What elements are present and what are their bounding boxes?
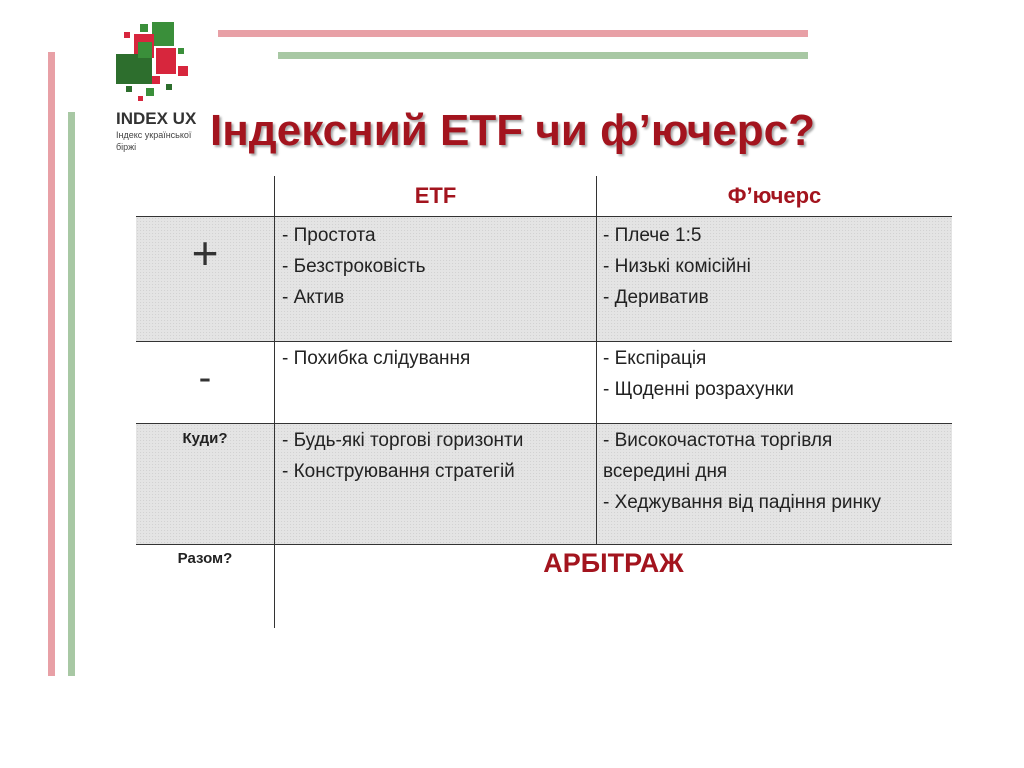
table-divider-horizontal-1 xyxy=(136,216,952,217)
list-item: - Низькі комісійні xyxy=(603,256,751,277)
list-item: - Будь-які торгові горизонти xyxy=(282,430,524,451)
list-item: - Дериватив xyxy=(603,287,709,308)
etf-cons-list xyxy=(282,343,470,374)
etf-pros-list xyxy=(282,220,426,313)
list-item: - Хеджування від падіння ринку xyxy=(603,492,882,513)
page-title: Індексний ETF чи ф’ючерс? xyxy=(210,106,816,155)
row-label-minus: - xyxy=(198,357,212,399)
logo-subtitle-line2: біржі xyxy=(116,142,137,152)
list-item: - Безстроковість xyxy=(282,256,426,277)
index-ux-logo-icon xyxy=(116,22,196,102)
futures-use-list xyxy=(603,425,881,518)
list-item: - Експірація xyxy=(603,348,707,369)
column-header-etf: ETF xyxy=(414,183,457,208)
logo-name: INDEX UX xyxy=(116,109,197,128)
list-item: - Плече 1:5 xyxy=(603,225,702,246)
comparison-table xyxy=(136,176,952,628)
futures-pros-list xyxy=(603,220,751,313)
futures-cons-list xyxy=(603,343,794,405)
table-divider-vertical-2 xyxy=(596,176,597,544)
list-item: - Актив xyxy=(282,287,345,308)
decorative-horizontal-green-stripe xyxy=(278,52,808,59)
decorative-horizontal-red-stripe xyxy=(218,30,808,37)
list-item: - Щоденні розрахунки xyxy=(603,379,794,400)
logo-subtitle-line1: Індекс української xyxy=(116,130,192,140)
table-divider-horizontal-2 xyxy=(136,341,952,342)
table-divider-horizontal-4 xyxy=(136,544,952,545)
decorative-vertical-green-stripe xyxy=(68,112,75,676)
row-label-plus: + xyxy=(191,227,219,279)
decorative-vertical-red-stripe xyxy=(48,52,55,676)
list-item: - Простота xyxy=(282,225,376,246)
logo-text-block xyxy=(116,110,206,152)
row-label-together: Разом? xyxy=(177,550,233,567)
list-item: - Похибка слідування xyxy=(282,348,471,369)
row-label-where: Куди? xyxy=(182,430,228,447)
result-arbitrage: АРБІТРАЖ xyxy=(543,548,684,578)
list-item: всередині дня xyxy=(603,461,728,482)
list-item: - Конструювання стратегій xyxy=(282,461,515,482)
etf-use-list xyxy=(282,425,523,487)
table-divider-horizontal-3 xyxy=(136,423,952,424)
column-header-futures: Ф’ючерс xyxy=(727,183,822,208)
list-item: - Високочастотна торгівля xyxy=(603,430,833,451)
